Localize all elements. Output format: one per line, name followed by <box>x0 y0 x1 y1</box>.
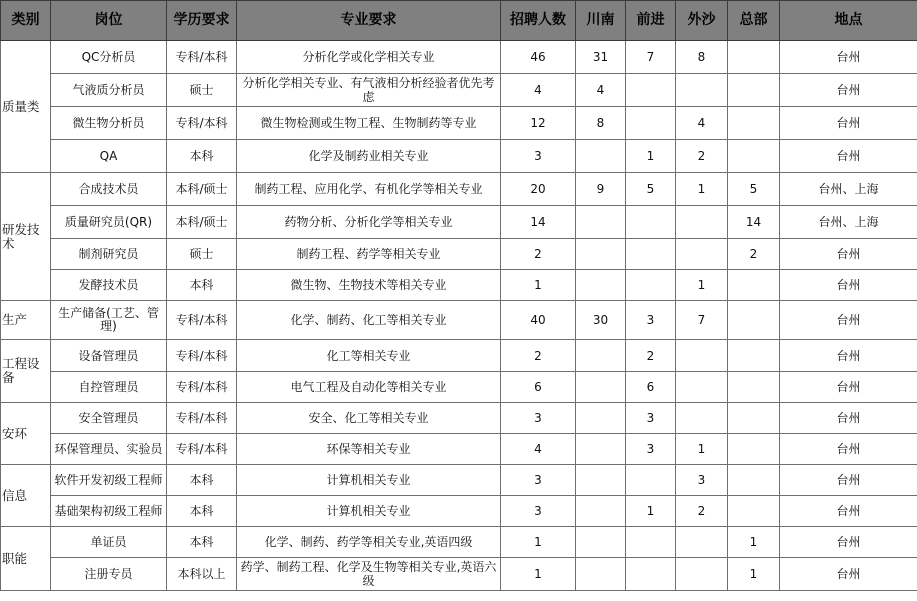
location-cell: 台州 <box>780 403 917 434</box>
major-cell: 化学、制药、药学等相关专业,英语四级 <box>237 527 501 558</box>
qianjin-cell: 3 <box>626 434 676 465</box>
table-row <box>1 140 917 173</box>
qianjin-cell: 1 <box>626 140 676 173</box>
chuannan-cell <box>576 558 626 591</box>
category-engineering: 工程设备 <box>1 340 51 403</box>
hq-cell <box>728 74 780 107</box>
category-info: 信息 <box>1 465 51 527</box>
category-safety: 安环 <box>1 403 51 465</box>
position-cell: 生产储备(工艺、管理) <box>51 301 167 340</box>
hq-cell <box>728 465 780 496</box>
hq-cell <box>728 496 780 527</box>
total-cell: 12 <box>501 107 576 140</box>
location-cell: 台州 <box>780 434 917 465</box>
category-production: 生产 <box>1 301 51 340</box>
qianjin-cell <box>626 74 676 107</box>
position-cell: 发酵技术员 <box>51 270 167 301</box>
education-cell: 硕士 <box>167 239 237 270</box>
location-cell: 台州、上海 <box>780 206 917 239</box>
header-row <box>1 1 917 41</box>
waisha-cell: 2 <box>676 140 728 173</box>
hq-cell: 5 <box>728 173 780 206</box>
table-row <box>1 41 917 74</box>
major-cell: 计算机相关专业 <box>237 496 501 527</box>
qianjin-cell: 7 <box>626 41 676 74</box>
position-cell: 基础架构初级工程师 <box>51 496 167 527</box>
hq-cell <box>728 301 780 340</box>
chuannan-cell: 4 <box>576 74 626 107</box>
qianjin-cell <box>626 239 676 270</box>
qianjin-cell <box>626 107 676 140</box>
total-cell: 6 <box>501 372 576 403</box>
chuannan-cell <box>576 465 626 496</box>
table-row <box>1 74 917 107</box>
qianjin-cell: 2 <box>626 340 676 372</box>
table-row <box>1 340 917 372</box>
location-cell: 台州 <box>780 372 917 403</box>
header-location: 地点 <box>780 1 917 41</box>
waisha-cell <box>676 239 728 270</box>
position-cell: 设备管理员 <box>51 340 167 372</box>
hq-cell <box>728 403 780 434</box>
table-row <box>1 270 917 301</box>
waisha-cell: 8 <box>676 41 728 74</box>
chuannan-cell <box>576 403 626 434</box>
education-cell: 本科 <box>167 496 237 527</box>
education-cell: 本科 <box>167 140 237 173</box>
chuannan-cell <box>576 372 626 403</box>
total-cell: 20 <box>501 173 576 206</box>
table-row <box>1 403 917 434</box>
chuannan-cell <box>576 340 626 372</box>
position-cell: 单证员 <box>51 527 167 558</box>
major-cell: 制药工程、应用化学、有机化学等相关专业 <box>237 173 501 206</box>
position-cell: 气液质分析员 <box>51 74 167 107</box>
waisha-cell <box>676 403 728 434</box>
total-cell: 40 <box>501 301 576 340</box>
waisha-cell: 4 <box>676 107 728 140</box>
chuannan-cell: 31 <box>576 41 626 74</box>
location-cell: 台州 <box>780 74 917 107</box>
header-major: 专业要求 <box>237 1 501 41</box>
major-cell: 分析化学相关专业、有气液相分析经验者优先考虑 <box>237 74 501 107</box>
header-chuannan: 川南 <box>576 1 626 41</box>
major-cell: 微生物、生物技术等相关专业 <box>237 270 501 301</box>
location-cell: 台州 <box>780 41 917 74</box>
location-cell: 台州 <box>780 465 917 496</box>
major-cell: 安全、化工等相关专业 <box>237 403 501 434</box>
waisha-cell: 1 <box>676 270 728 301</box>
position-cell: QA <box>51 140 167 173</box>
major-cell: 微生物检测或生物工程、生物制药等专业 <box>237 107 501 140</box>
header-total: 招聘人数 <box>501 1 576 41</box>
position-cell: 环保管理员、实验员 <box>51 434 167 465</box>
qianjin-cell <box>626 527 676 558</box>
education-cell: 专科/本科 <box>167 372 237 403</box>
chuannan-cell: 8 <box>576 107 626 140</box>
chuannan-cell <box>576 206 626 239</box>
major-cell: 化工等相关专业 <box>237 340 501 372</box>
education-cell: 本科 <box>167 527 237 558</box>
education-cell: 专科/本科 <box>167 41 237 74</box>
chuannan-cell <box>576 434 626 465</box>
position-cell: 注册专员 <box>51 558 167 591</box>
qianjin-cell: 5 <box>626 173 676 206</box>
total-cell: 3 <box>501 403 576 434</box>
hq-cell: 2 <box>728 239 780 270</box>
table-row <box>1 465 917 496</box>
position-cell: 制剂研究员 <box>51 239 167 270</box>
education-cell: 本科 <box>167 465 237 496</box>
chuannan-cell <box>576 270 626 301</box>
major-cell: 药物分析、分析化学等相关专业 <box>237 206 501 239</box>
education-cell: 专科/本科 <box>167 340 237 372</box>
chuannan-cell <box>576 496 626 527</box>
hq-cell <box>728 41 780 74</box>
location-cell: 台州 <box>780 270 917 301</box>
location-cell: 台州 <box>780 340 917 372</box>
header-category: 类别 <box>1 1 51 41</box>
total-cell: 46 <box>501 41 576 74</box>
waisha-cell <box>676 340 728 372</box>
qianjin-cell: 1 <box>626 496 676 527</box>
position-cell: 合成技术员 <box>51 173 167 206</box>
chuannan-cell <box>576 239 626 270</box>
qianjin-cell: 3 <box>626 403 676 434</box>
position-cell: QC分析员 <box>51 41 167 74</box>
category-quality: 质量类 <box>1 41 51 173</box>
qianjin-cell <box>626 465 676 496</box>
table-row <box>1 496 917 527</box>
hq-cell <box>728 107 780 140</box>
waisha-cell <box>676 372 728 403</box>
total-cell: 3 <box>501 496 576 527</box>
education-cell: 专科/本科 <box>167 434 237 465</box>
total-cell: 2 <box>501 239 576 270</box>
major-cell: 制药工程、药学等相关专业 <box>237 239 501 270</box>
education-cell: 专科/本科 <box>167 107 237 140</box>
waisha-cell: 1 <box>676 434 728 465</box>
major-cell: 化学、制药、化工等相关专业 <box>237 301 501 340</box>
table-row <box>1 434 917 465</box>
location-cell: 台州 <box>780 107 917 140</box>
hq-cell <box>728 340 780 372</box>
qianjin-cell <box>626 558 676 591</box>
position-cell: 安全管理员 <box>51 403 167 434</box>
education-cell: 专科/本科 <box>167 301 237 340</box>
total-cell: 1 <box>501 558 576 591</box>
total-cell: 2 <box>501 340 576 372</box>
waisha-cell <box>676 527 728 558</box>
total-cell: 4 <box>501 434 576 465</box>
major-cell: 电气工程及自动化等相关专业 <box>237 372 501 403</box>
hq-cell <box>728 270 780 301</box>
position-cell: 软件开发初级工程师 <box>51 465 167 496</box>
total-cell: 1 <box>501 270 576 301</box>
location-cell: 台州 <box>780 140 917 173</box>
chuannan-cell: 30 <box>576 301 626 340</box>
location-cell: 台州 <box>780 527 917 558</box>
header-waisha: 外沙 <box>676 1 728 41</box>
major-cell: 化学及制药业相关专业 <box>237 140 501 173</box>
major-cell: 药学、制药工程、化学及生物等相关专业,英语六级 <box>237 558 501 591</box>
qianjin-cell <box>626 270 676 301</box>
table-row <box>1 173 917 206</box>
waisha-cell: 1 <box>676 173 728 206</box>
hq-cell: 1 <box>728 558 780 591</box>
waisha-cell: 7 <box>676 301 728 340</box>
table-row <box>1 527 917 558</box>
education-cell: 专科/本科 <box>167 403 237 434</box>
waisha-cell: 2 <box>676 496 728 527</box>
location-cell: 台州 <box>780 301 917 340</box>
chuannan-cell: 9 <box>576 173 626 206</box>
total-cell: 3 <box>501 465 576 496</box>
location-cell: 台州 <box>780 239 917 270</box>
category-rnd: 研发技术 <box>1 173 51 301</box>
qianjin-cell: 3 <box>626 301 676 340</box>
table-row <box>1 206 917 239</box>
location-cell: 台州 <box>780 558 917 591</box>
education-cell: 硕士 <box>167 74 237 107</box>
location-cell: 台州、上海 <box>780 173 917 206</box>
hq-cell <box>728 372 780 403</box>
hq-cell <box>728 434 780 465</box>
total-cell: 4 <box>501 74 576 107</box>
header-hq: 总部 <box>728 1 780 41</box>
table-row <box>1 372 917 403</box>
table-row <box>1 107 917 140</box>
chuannan-cell <box>576 527 626 558</box>
header-qianjin: 前进 <box>626 1 676 41</box>
table-row <box>1 558 917 591</box>
major-cell: 计算机相关专业 <box>237 465 501 496</box>
major-cell: 环保等相关专业 <box>237 434 501 465</box>
chuannan-cell <box>576 140 626 173</box>
position-cell: 质量研究员(QR) <box>51 206 167 239</box>
education-cell: 本科/硕士 <box>167 206 237 239</box>
total-cell: 3 <box>501 140 576 173</box>
education-cell: 本科 <box>167 270 237 301</box>
location-cell: 台州 <box>780 496 917 527</box>
waisha-cell <box>676 74 728 107</box>
qianjin-cell: 6 <box>626 372 676 403</box>
total-cell: 1 <box>501 527 576 558</box>
position-cell: 自控管理员 <box>51 372 167 403</box>
header-education: 学历要求 <box>167 1 237 41</box>
table-row <box>1 239 917 270</box>
hq-cell: 1 <box>728 527 780 558</box>
category-function: 职能 <box>1 527 51 591</box>
hq-cell <box>728 140 780 173</box>
waisha-cell <box>676 206 728 239</box>
qianjin-cell <box>626 206 676 239</box>
position-cell: 微生物分析员 <box>51 107 167 140</box>
waisha-cell <box>676 558 728 591</box>
total-cell: 14 <box>501 206 576 239</box>
education-cell: 本科以上 <box>167 558 237 591</box>
header-position: 岗位 <box>51 1 167 41</box>
waisha-cell: 3 <box>676 465 728 496</box>
hq-cell: 14 <box>728 206 780 239</box>
major-cell: 分析化学或化学相关专业 <box>237 41 501 74</box>
table-row <box>1 301 917 340</box>
education-cell: 本科/硕士 <box>167 173 237 206</box>
